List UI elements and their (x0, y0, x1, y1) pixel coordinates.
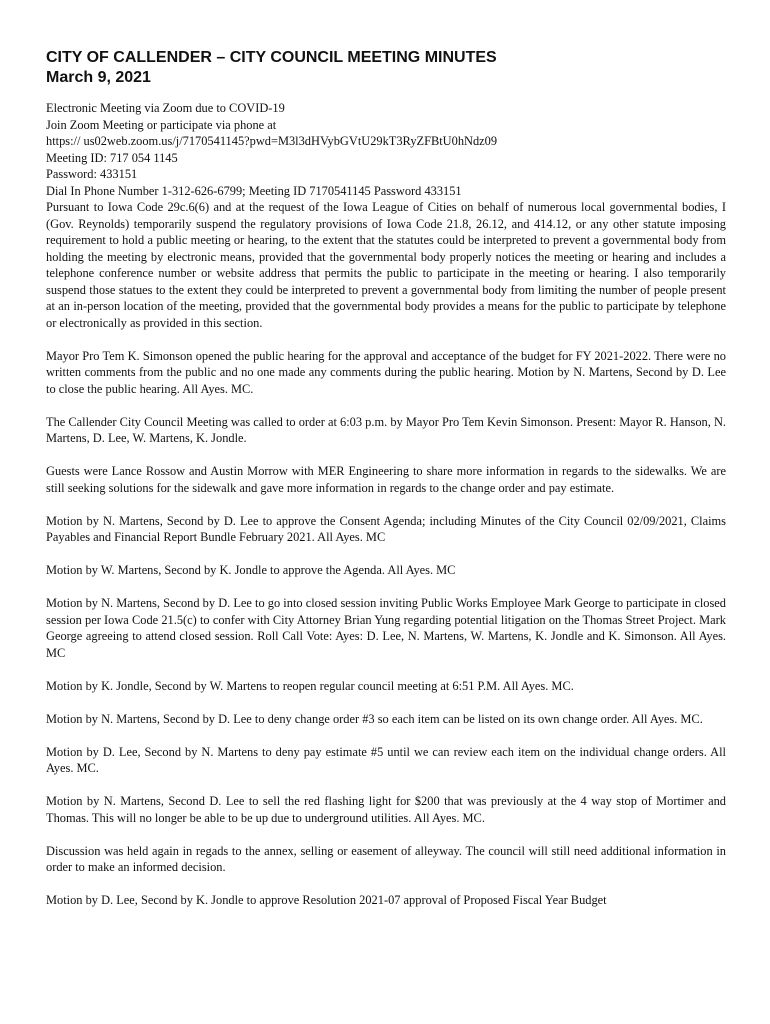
paragraph-annex: Discussion was held again in regads to the annex, selling or easement of alleyway. The council will still need additional information in order to make an informed decision. (46, 843, 726, 874)
join-instructions-line: Join Zoom Meeting or participate via phone at (46, 117, 277, 132)
meeting-date: March 9, 2021 (46, 69, 151, 86)
paragraph-reopen: Motion by K. Jondle, Second by W. Martens to reopen regular council meeting at 6:51 P.M. All Ayes. MC. (46, 678, 574, 693)
paragraph-public-hearing: Mayor Pro Tem K. Simonson opened the public hearing for the approval and acceptance of the budget for FY 2021-2022. There were no written comments from the public and no one made any comments during the public hearing. Motion by N. Martens, Second by D. Lee to close the public hearing. All Ayes. MC. (46, 348, 726, 396)
paragraph-call-to-order: The Callender City Council Meeting was called to order at 6:03 p.m. by Mayor Pro Tem Kevin Simonson. Present: Mayor R. Hanson, N. Martens, D. Lee, W. Martens, K. Jondle. (46, 414, 726, 445)
paragraph-agenda: Motion by W. Martens, Second by K. Jondle to approve the Agenda. All Ayes. MC (46, 563, 456, 577)
dial-in-line: Dial In Phone Number 1-312-626-6799; Meeting ID 7170541145 Password 433151 (46, 183, 462, 198)
zoom-link: https:// us02web.zoom.us/j/7170541145?pwd=M3l3dHVybGVtU29kT3RyZFBtU0hNdz09 (46, 134, 498, 148)
paragraph-flashing-light: Motion by N. Martens, Second D. Lee to sell the red flashing light for $200 that was previously at the 4 way stop of Mortimer and Thomas. This will no longer be able to be up due to underground utilities. All Ayes. MC. (46, 794, 726, 825)
paragraph-consent-agenda: Motion by N. Martens, Second by D. Lee to approve the Consent Agenda; including Minutes of the City Council 02/09/2021, Claims Payables and Financial Report Bundle February 2021. All Ayes. MC (46, 513, 726, 544)
meeting-id-line: Meeting ID: 717 054 1145 (46, 150, 178, 165)
paragraph-closed-session: Motion by N. Martens, Second by D. Lee to go into closed session inviting Public Works Employee Mark George to participate in closed session per Iowa Code 21.5(c) to confer with City Attorney Brian Yung regarding potential litigation on the Thomas Street Project. Mark George agreeing to attend closed session. Roll Call Vote: Ayes: D. Lee, N. Martens, W. Martens, K. Jondle and K. Simonson. All Ayes. MC (46, 596, 726, 660)
password-line: Password: 433151 (46, 167, 138, 181)
document-header (46, 48, 726, 88)
paragraph-resolution: Motion by D. Lee, Second by K. Jondle to approve Resolution 2021-07 approval of Proposed Fiscal Year Budget (46, 893, 607, 907)
meeting-format-line: Electronic Meeting via Zoom due to COVID-19 (46, 101, 285, 115)
paragraph-change-order: Motion by N. Martens, Second by D. Lee to deny change order #3 so each item can be listed on its own change order. All Ayes. MC. (46, 711, 703, 726)
section-gap (46, 331, 726, 348)
meeting-info (46, 100, 726, 331)
document-title: CITY OF CALLENDER – CITY COUNCIL MEETING MINUTES (46, 49, 497, 66)
paragraph-pay-estimate: Motion by D. Lee, Second by N. Martens to deny pay estimate #5 until we can review each item on the individual change orders. All Ayes. MC. (46, 744, 726, 775)
paragraph-iowa-code: Pursuant to Iowa Code 29c.6(6) and at the request of the Iowa League of Cities on behalf of numerous local governmental bodies, I (Gov. Reynolds) temporarily suspend the regulatory provisions of Iowa Code 21.8, 26.12, and 414.12, or any other statute imposing requirement to hold a public meeting or hearing, to the extent that the statutes could be interpreted to prevent a governmental body from holding the meeting by electronic means, provided that the governmental body properly notices the meeting or hearing and includes a telephone conference number or website address that permits the public to participate in the meeting or hearing. I also temporarily suspend those statues to the extent they could be interpreted to prevent a governmental body from limiting the number of people present at an in-person location of the meeting, provided that the governmental body provides a means for the public to participate by telephone or electronically as provided in this section. (46, 200, 726, 330)
paragraph-guests: Guests were Lance Rossow and Austin Morrow with MER Engineering to share more information in regards to the sidewalks. We are still seeking solutions for the sidewalk and gave more information in regards to the change order and pay estimate. (46, 464, 726, 495)
